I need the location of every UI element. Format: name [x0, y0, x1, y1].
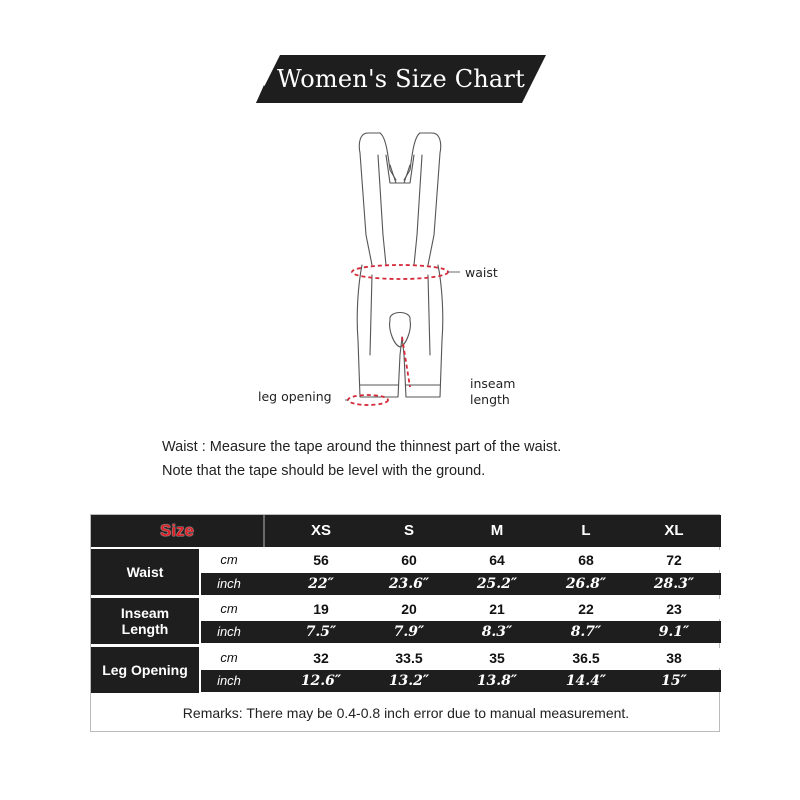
- size-header-label: Size: [159, 521, 195, 540]
- table-cell: 36.5: [572, 650, 600, 666]
- size-table: [90, 514, 720, 732]
- label-inseam-line1: inseam: [470, 376, 516, 391]
- table-cell: 9.1″: [658, 624, 690, 640]
- table-cell: 19: [313, 601, 329, 617]
- table-row: [201, 670, 721, 692]
- size-header-xs: XS: [310, 522, 331, 539]
- measure-note: Waist : Measure the tape around the thinnest part of the waist.: [162, 439, 562, 455]
- unit-cm: cm: [220, 601, 238, 616]
- label-leg-opening: leg opening: [258, 389, 332, 404]
- page-title: Women's Size Chart: [277, 65, 525, 93]
- table-cell: 8.7″: [570, 624, 602, 640]
- size-header-s: S: [403, 522, 414, 539]
- table-cell: 25.2″: [476, 576, 518, 592]
- title-banner: [256, 55, 546, 103]
- group-inseam-length: Inseam Length: [91, 598, 199, 644]
- table-cell: 26.8″: [565, 576, 607, 592]
- table-cell: 72: [666, 552, 682, 568]
- label-inseam-line2: length: [470, 392, 510, 407]
- table-cell: 21: [489, 601, 505, 617]
- table-cell: 38: [666, 650, 682, 666]
- table-cell: 15″: [661, 673, 687, 689]
- table-row: [201, 573, 721, 595]
- table-cell: 7.5″: [305, 624, 337, 640]
- table-cell: 7.9″: [393, 624, 425, 640]
- table-cell: 28.3″: [653, 576, 695, 592]
- unit-inch: inch: [217, 624, 241, 639]
- table-cell: 22″: [308, 576, 334, 592]
- label-inseam-length: [470, 376, 515, 408]
- table-cell: 20: [401, 601, 417, 617]
- table-cell: 33.5: [395, 650, 423, 666]
- table-cell: 64: [489, 552, 505, 568]
- label-waist: waist: [465, 265, 498, 280]
- table-row: [201, 648, 721, 668]
- unit-inch: inch: [217, 673, 241, 688]
- remarks-text: Remarks: There may be 0.4-0.8 inch error due to manual measurement.: [182, 705, 630, 721]
- table-cell: 22: [578, 601, 594, 617]
- level-note: Note that the tape should be level with the ground.: [162, 463, 486, 479]
- table-cell: 12.6″: [300, 673, 342, 689]
- size-header-m: M: [490, 522, 504, 539]
- unit-cm: cm: [220, 552, 238, 567]
- unit-cm: cm: [220, 650, 238, 665]
- size-header-l: L: [581, 522, 591, 539]
- table-cell: 23: [666, 601, 682, 617]
- unit-inch: inch: [217, 576, 241, 591]
- table-cell: 32: [313, 650, 329, 666]
- table-cell: 23.6″: [388, 576, 430, 592]
- table-cell: 35: [489, 650, 505, 666]
- table-cell: 56: [313, 552, 329, 568]
- group-leg-opening: Leg Opening: [91, 647, 199, 693]
- table-cell: 14.4″: [565, 673, 607, 689]
- table-cell: 13.2″: [388, 673, 430, 689]
- bib-shorts-illustration: [240, 125, 560, 425]
- table-row: [201, 621, 721, 643]
- table-row: [201, 550, 721, 570]
- table-cell: 60: [401, 552, 417, 568]
- table-cell: 8.3″: [481, 624, 513, 640]
- table-cell: 13.8″: [476, 673, 518, 689]
- table-cell: 68: [578, 552, 594, 568]
- group-waist: Waist: [91, 549, 199, 595]
- size-header-xl: XL: [664, 522, 684, 539]
- table-row: [201, 599, 721, 619]
- header-divider: [263, 515, 265, 547]
- table-header: [91, 515, 721, 547]
